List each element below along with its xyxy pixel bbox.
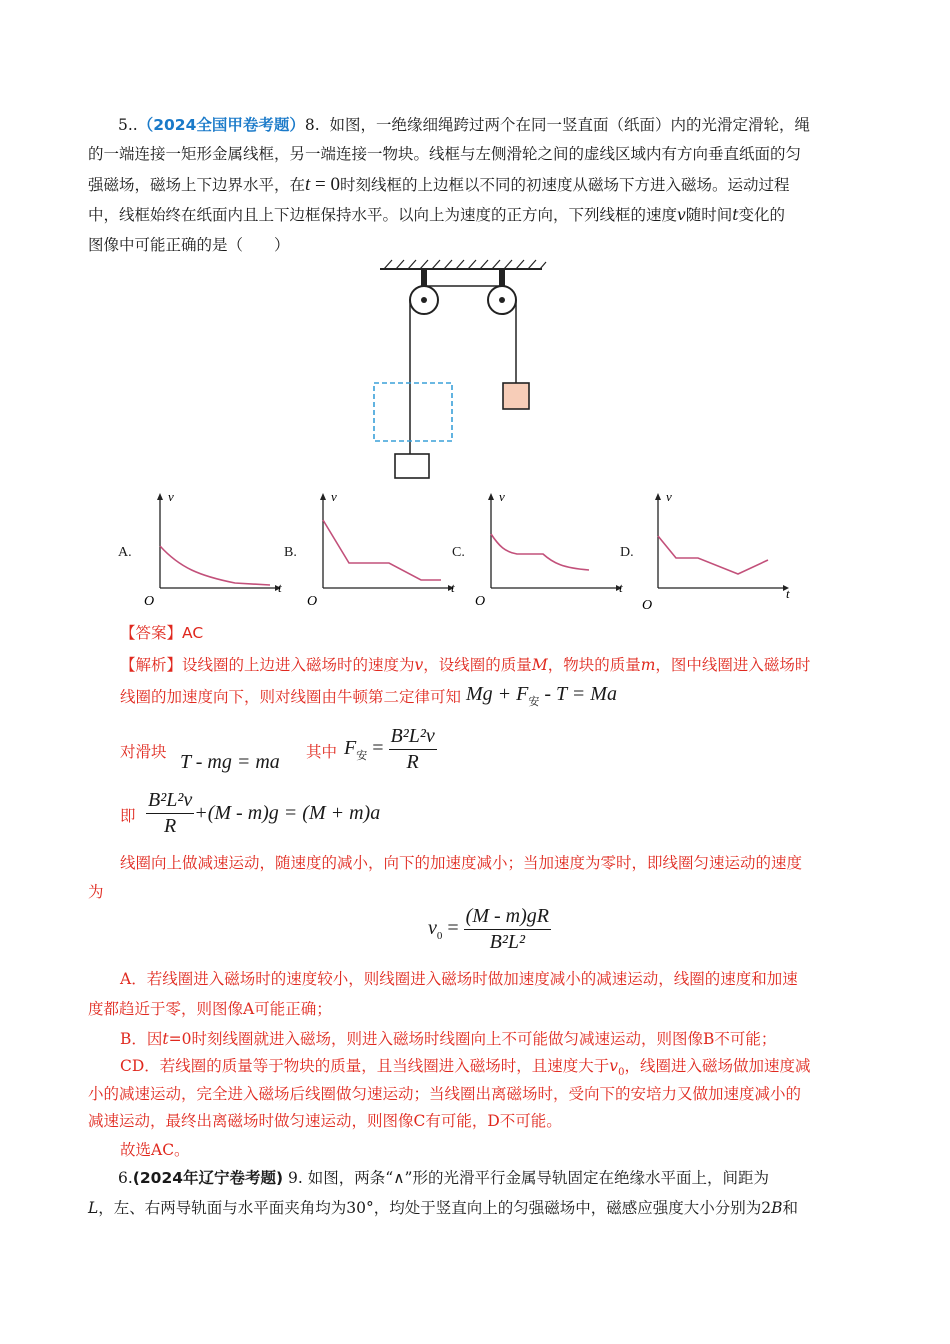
q5-line-2: 的一端连接一矩形金属线框，另一端连接一物块。线框与左侧滑轮之间的虚线区域内有方向垂直纸面的匀 <box>88 145 802 163</box>
q5-qnum: 8. <box>304 116 320 134</box>
equation-combined: $\frac{\text{B²L²v}}{R}$ +(M - m)g = (M + m)a <box>148 789 381 837</box>
wire-frame <box>395 454 429 478</box>
graph-a-t: t <box>278 580 282 595</box>
equation-v0: $v_0$ = $\frac{(M - m)gR}{\text{B²L²}}$ <box>428 905 549 953</box>
q6-qnum: 9. <box>288 1169 303 1187</box>
ji-text: 即 <box>120 807 136 825</box>
graph-a-curve <box>160 546 270 585</box>
analysis-option-cd-3: 减速运动，最终出离磁场时做匀速运动，则图像C有可能，D不可能。 <box>88 1112 562 1130</box>
analysis-option-a-2: 度都趋近于零，则图像A可能正确； <box>88 1000 332 1018</box>
analysis-option-cd-1: CD．若线圈的质量等于物块的质量，且当线圈进入磁场时，且速度大于$v_0$，线圈进入磁场做加速度减 <box>120 1057 811 1079</box>
where-text: 其中 <box>306 743 338 761</box>
magnetic-field-region <box>374 383 452 441</box>
graph-a <box>140 488 290 613</box>
q6-number: 6. <box>118 1169 133 1187</box>
q5-line-3: 强磁场，磁场上下边界水平，在t = 0时刻线框的上边框以不同的初速度从磁场下方进入磁场。运动过程 <box>88 174 790 195</box>
pulley-diagram <box>370 255 550 485</box>
graph-b-o: O <box>307 594 318 609</box>
equation-newton-coil: $Mg + F_安 - T = Ma$ <box>466 683 617 708</box>
analysis-conclusion: 故选AC。 <box>120 1141 190 1159</box>
slider-text: 对滑块 <box>120 743 167 761</box>
answer-line <box>120 623 203 643</box>
analysis-label: 【解析】 <box>120 656 183 674</box>
q5-line-5: 图像中可能正确的是（ ） <box>88 236 290 254</box>
graph-b-t: t <box>451 580 455 595</box>
analysis-line-2: 线圈的加速度向下，则对线圈由牛顿第二定律可知 <box>120 688 462 706</box>
equation-block: T - mg = ma <box>180 751 280 773</box>
q5-source: （2024全国甲卷考题） <box>137 116 305 134</box>
q6-source: (2024年辽宁卷考题) <box>132 1169 284 1187</box>
q6-line-2: L，左、右两导轨面与水平面夹角均为30°，均处于竖直向上的匀强磁场中，磁感应强度大小分别为2B和 <box>88 1199 799 1217</box>
analysis-option-a-1: A．若线圈进入磁场时的速度较小，则线圈进入磁场时做加速度减小的减速运动，线圈的速度和加速 <box>120 970 798 988</box>
option-a-label: A. <box>118 545 132 560</box>
graph-c-v: v <box>499 489 505 504</box>
analysis-line-1: 【解析】设线圈的上边进入磁场时的速度为v，设线圈的质量M，物块的质量m，图中线圈进入磁场时 <box>120 656 811 674</box>
option-c-label: C. <box>452 545 465 560</box>
analysis-option-cd-2: 小的减速运动，完全进入磁场后线圈做匀速运动；当线圈出离磁场时，受向下的安培力又做加速度减小的 <box>88 1085 802 1103</box>
q6-line-1: 6.(2024年辽宁卷考题) 9. 如图，两条“∧”形的光滑平行金属导轨固定在绝缘水平面上，间距为 <box>118 1169 769 1187</box>
analysis-option-b: B．因t=0时刻线圈就进入磁场，则进入磁场时线圈向上不可能做匀减速运动，则图像B不可能； <box>120 1030 777 1048</box>
equation-ampere-force: $F_安$ = $\frac{\text{B²L²v}}{R}$ <box>344 725 435 773</box>
block <box>503 383 529 409</box>
graph-a-o: O <box>144 594 155 609</box>
graph-c <box>471 488 631 613</box>
graph-b-v: v <box>331 489 337 504</box>
graph-c-o: O <box>475 594 486 609</box>
option-b-label: B. <box>284 545 297 560</box>
q5-line-4: 中，线框始终在纸面内且上下边框保持水平。以向上为速度的正方向，下列线框的速度v随时间t变化的 <box>88 206 786 224</box>
graph-d-t: t <box>786 586 790 601</box>
answer-label: 【答案】 <box>120 624 183 642</box>
analysis-p1b: 为 <box>88 883 104 901</box>
answer-value: AC <box>182 624 204 642</box>
graph-b <box>303 488 463 613</box>
graph-d-v: v <box>666 489 672 504</box>
option-d-label: D. <box>620 545 634 560</box>
graph-d <box>638 488 798 613</box>
graph-b-curve <box>323 520 441 580</box>
graph-d-curve <box>658 536 768 574</box>
graph-d-o: O <box>642 598 653 613</box>
graph-a-v: v <box>168 489 174 504</box>
q5-number: 5. <box>118 116 133 134</box>
graph-c-curve <box>491 534 589 570</box>
q5-line-1: 5..（2024全国甲卷考题）8. 如图，一绝缘细绳跨过两个在同一竖直面（纸面）内的光滑定滑轮，绳 <box>118 116 811 134</box>
ceiling <box>380 260 546 269</box>
graph-c-t: t <box>619 580 623 595</box>
analysis-p1a: 线圈向上做减速运动，随速度的减小，向下的加速度减小；当加速度为零时，即线圈匀速运动的速度 <box>120 854 803 872</box>
